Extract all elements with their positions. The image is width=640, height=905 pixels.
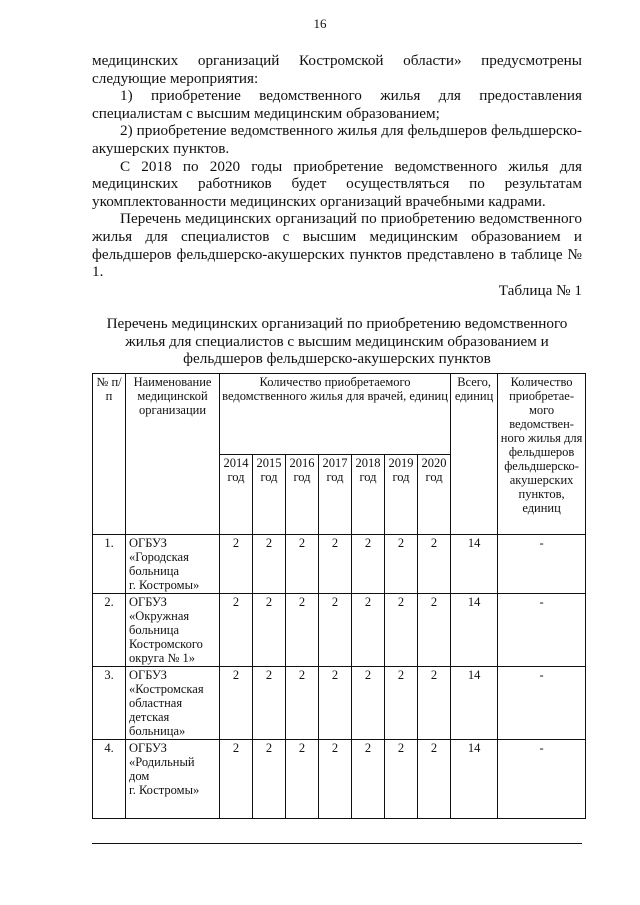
organization-name-line: Костромского bbox=[129, 637, 203, 651]
year-value: 2 bbox=[220, 667, 253, 740]
year-value: 2 bbox=[286, 594, 319, 667]
organization-name bbox=[126, 594, 220, 667]
table-bottom-border bbox=[92, 843, 582, 844]
organization-name-line: «Городская bbox=[129, 550, 189, 564]
table-row bbox=[93, 667, 586, 740]
organization-name-line: «Родильный bbox=[129, 755, 195, 769]
organization-name bbox=[126, 740, 220, 819]
year-value: 2 bbox=[319, 740, 352, 819]
row-total: 14 bbox=[451, 535, 498, 594]
header-paramedics: Количество приобретае-мого ведомствен-ного жилья для фельдшеров фельдшерско-акушерских пунктов, единиц bbox=[498, 374, 586, 535]
row-number: 3. bbox=[93, 667, 126, 740]
header-row bbox=[93, 374, 586, 455]
table-label: Таблица № 1 bbox=[498, 282, 582, 299]
year-value: 2 bbox=[253, 535, 286, 594]
row-paramedics: - bbox=[498, 535, 586, 594]
year-value: 2 bbox=[319, 667, 352, 740]
year-header: 2018 год bbox=[352, 454, 385, 535]
paragraph: медицинских организаций Костромской области» предусмотрены следующие мероприятия: bbox=[92, 52, 582, 87]
year-value: 2 bbox=[286, 667, 319, 740]
year-value: 2 bbox=[352, 667, 385, 740]
organization-name-line: больница bbox=[129, 623, 179, 637]
row-paramedics: - bbox=[498, 667, 586, 740]
year-value: 2 bbox=[319, 594, 352, 667]
organization-name bbox=[126, 535, 220, 594]
organization-name-line: больница» bbox=[129, 724, 186, 738]
table-row bbox=[93, 594, 586, 667]
year-header: 2020 год bbox=[418, 454, 451, 535]
organization-name-line: ОГБУЗ bbox=[129, 741, 167, 755]
header-doctors: Количество приобретаемого ведомственного жилья для врачей, единиц bbox=[220, 374, 451, 455]
year-value: 2 bbox=[352, 535, 385, 594]
organization-name-line: областная bbox=[129, 696, 183, 710]
row-paramedics: - bbox=[498, 740, 586, 819]
row-total: 14 bbox=[451, 740, 498, 819]
page-number: 16 bbox=[313, 16, 327, 31]
organization-name-line: ОГБУЗ bbox=[129, 536, 167, 550]
year-value: 2 bbox=[385, 667, 418, 740]
body-text bbox=[92, 52, 582, 281]
year-value: 2 bbox=[220, 740, 253, 819]
year-value: 2 bbox=[286, 535, 319, 594]
year-value: 2 bbox=[385, 535, 418, 594]
year-value: 2 bbox=[385, 740, 418, 819]
paragraph: С 2018 по 2020 годы приобретение ведомственного жилья для медицинских работников будет осуществляться по результатам укомплектованности медицинских организаций врачебными кадрами. bbox=[92, 157, 582, 210]
paragraph: 1) приобретение ведомственного жилья для предоставления специалистам с высшим медицинским образованием; bbox=[92, 87, 582, 122]
year-value: 2 bbox=[253, 740, 286, 819]
year-value: 2 bbox=[418, 667, 451, 740]
organization-name-line: больница bbox=[129, 564, 179, 578]
year-header: 2019 год bbox=[385, 454, 418, 535]
table-title: Перечень медицинских организаций по приобретению ведомственного жилья для специалистов с высшим медицинским образованием и фельдшеров фельдшерско-акушерских пунктов bbox=[106, 315, 568, 367]
year-header: 2017 год bbox=[319, 454, 352, 535]
organization-name-line: г. Костромы» bbox=[129, 783, 200, 797]
year-value: 2 bbox=[385, 594, 418, 667]
year-value: 2 bbox=[418, 594, 451, 667]
year-value: 2 bbox=[418, 740, 451, 819]
paragraph: 2) приобретение ведомственного жилья для фельдшеров фельдшерско-акушерских пунктов. bbox=[92, 122, 582, 157]
organization-name-line: детская bbox=[129, 710, 170, 724]
year-value: 2 bbox=[220, 594, 253, 667]
year-value: 2 bbox=[253, 594, 286, 667]
organization-name-line: «Костромская bbox=[129, 682, 204, 696]
row-paramedics: - bbox=[498, 594, 586, 667]
organization-name-line: дом bbox=[129, 769, 150, 783]
row-total: 14 bbox=[451, 594, 498, 667]
year-header: 2014 год bbox=[220, 454, 253, 535]
header-num: № п/п bbox=[93, 374, 126, 535]
organization-name-line: г. Костромы» bbox=[129, 578, 200, 592]
year-value: 2 bbox=[418, 535, 451, 594]
row-total: 14 bbox=[451, 667, 498, 740]
header-org: Наименование медицинской организации bbox=[126, 374, 220, 535]
organization-name-line: округа № 1» bbox=[129, 651, 196, 665]
year-value: 2 bbox=[352, 594, 385, 667]
year-value: 2 bbox=[319, 535, 352, 594]
paragraph: Перечень медицинских организаций по приобретению ведомственного жилья для специалистов с высшим медицинским образованием и фельдшеров фельдшерско-акушерских пунктов представлено в таблице № 1. bbox=[92, 210, 582, 281]
year-value: 2 bbox=[220, 535, 253, 594]
organization-name-line: «Окружная bbox=[129, 609, 190, 623]
header-total: Всего, единиц bbox=[451, 374, 498, 535]
row-number: 1. bbox=[93, 535, 126, 594]
organization-name bbox=[126, 667, 220, 740]
organization-name-line: ОГБУЗ bbox=[129, 595, 167, 609]
housing-table bbox=[92, 373, 586, 819]
year-header: 2016 год bbox=[286, 454, 319, 535]
organization-name-line: ОГБУЗ bbox=[129, 668, 167, 682]
table-row bbox=[93, 535, 586, 594]
table-row bbox=[93, 740, 586, 819]
row-number: 4. bbox=[93, 740, 126, 819]
year-header: 2015 год bbox=[253, 454, 286, 535]
year-value: 2 bbox=[253, 667, 286, 740]
year-value: 2 bbox=[286, 740, 319, 819]
year-value: 2 bbox=[352, 740, 385, 819]
row-number: 2. bbox=[93, 594, 126, 667]
